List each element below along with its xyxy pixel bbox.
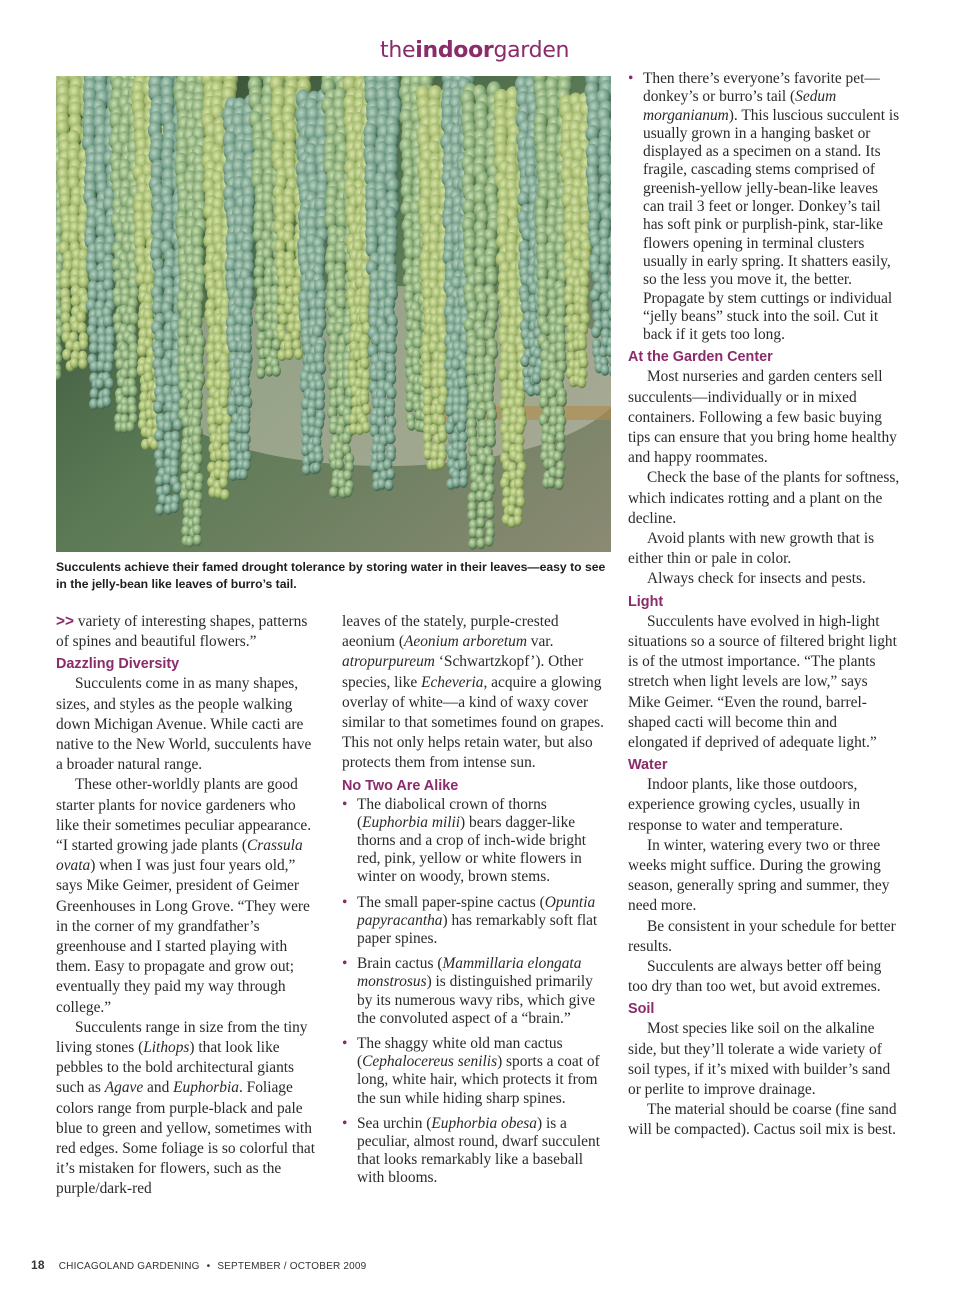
- paragraph: Succulents come in as many shapes, sizes, and styles as the people walking down Michigan Avenue. While cacti are native to the New World, succulents have a broader natural range.: [56, 675, 312, 774]
- leaf: [445, 422, 455, 434]
- bullet-icon: •: [342, 795, 348, 813]
- leaf: [475, 408, 486, 422]
- list-item: • Then there’s everyone’s favorite pet—donkey’s or burro’s tail (Sedum morganianum). This luscious succulent is usually grown in a hanging basket or displayed as a specimen on a stand. Its fragile, cascading stems comprised of greenish-yellow jelly-bean-like leaves can trail 3 feet or longer. Donkey’s tail has soft pink or purplish-pink, star-like flowers opening in terminal clusters usually in early spring. It shatters easily, so the less you move it, the better. Propagate by stem cuttings or individual “jelly beans” stuck into the soil. Cut it back if it gets too long.: [628, 70, 900, 344]
- continued-text: >> variety of interesting shapes, patterns of spines and beautiful flowers.”: [56, 613, 308, 651]
- leaf: [294, 348, 303, 360]
- bullet-icon: •: [342, 1035, 348, 1053]
- paragraph: Check the base of the plants for softness, which indicates rotting and a plant on the decline.: [628, 469, 900, 527]
- leaf: [516, 496, 525, 508]
- leaf: [163, 420, 173, 433]
- leaf: [192, 524, 201, 536]
- leaf: [315, 362, 326, 375]
- photo-caption: Succulents achieve their famed drought tolerance by storing water in their leaves—easy to see in the jelly-bean like leaves of burro’s tail.: [56, 560, 606, 591]
- leaf: [343, 486, 352, 498]
- leaf: [486, 435, 496, 448]
- leaf: [532, 373, 541, 385]
- paragraph: Succulents have evolved in high-light situations so a source of filtered bright light is of the utmost importance. “The plants stretch when light levels are low,” says Mike Geimer. “Even the round, barrel-shaped cacti will become thin and elongated if deprived of adequate light.”: [628, 612, 897, 751]
- page-footer: [31, 1258, 366, 1272]
- leaf: [468, 538, 477, 549]
- leaf: [137, 344, 148, 357]
- paragraph: leaves of the stately, purple-crested aeonium (Aeonium arboretum var. atropurpureum ‘Schwartzkopf’). Other species, like Echeveria, acquire a glowing overlay of white—a kind of waxy cover similar to that sometimes found on grapes. This not only helps retain water, but also protects them from intense sun.: [342, 613, 605, 772]
- paragraph: Be consistent in your schedule for better results.: [628, 917, 896, 955]
- heading-light: Light: [628, 593, 664, 610]
- leaf: [126, 421, 135, 432]
- leaf: [315, 398, 325, 411]
- leaf: [70, 357, 79, 369]
- leaf: [104, 378, 114, 390]
- leaf: [103, 361, 113, 373]
- list-item: • The shaggy white old man cactus (Cephalocereus senilis) sports a coat of long, white hair, which protects it from the sun while hiding sharp spines.: [342, 1035, 600, 1107]
- heading-dazzling-diversity: Dazzling Diversity: [56, 656, 180, 673]
- list-item: • The diabolical crown of thorns (Euphorbia milii) bears dagger-like thorns and a crop of inch-wide bright red, pink, yellow or white flowers in winter on woody, brown stems.: [342, 795, 587, 886]
- leaf: [170, 502, 179, 513]
- column-left: [56, 612, 318, 1200]
- leaf: [279, 313, 289, 325]
- leaf: [476, 517, 485, 529]
- leaf: [520, 355, 530, 367]
- issue-date: SEPTEMBER / OCTOBER 2009: [217, 1261, 367, 1272]
- leaf: [422, 376, 432, 389]
- bullet-icon: •: [628, 70, 634, 87]
- leaf: [193, 535, 202, 546]
- heading-soil: Soil: [628, 1001, 655, 1018]
- bullet-icon: •: [342, 955, 348, 973]
- paragraph: These other-worldly plants are good starter plants for novice gardeners who like their sometimes peculiar appearance. “I started growing jade plants (Crassula ovata) when I was just four years old,” says Mike Geimer, president of Geimer Greenhouses in Long Grove. “They were in the corner of my grandfather’s greenhouse and I started playing with them. Easy to propagate and grow out; eventually they paid my way through college.”: [56, 776, 312, 1016]
- leaf: [590, 289, 601, 302]
- leaf: [329, 486, 338, 498]
- succulent-photo: [56, 76, 611, 552]
- leaf: [62, 349, 71, 361]
- section-header: theindoorgarden: [380, 38, 570, 63]
- footer-separator: •: [206, 1261, 211, 1272]
- leaf: [436, 458, 445, 469]
- paragraph: Succulents range in size from the tiny living stones (Lithops) that look like pebbles to the bold architectural giants such as Agave and Euphorbia. Foliage colors range from purple-black and pale blue to green and yellow, sometimes with red edges. Some foliage is so colorful that it’s mistaken for flowers, such as the purple/dark-red: [56, 1018, 316, 1198]
- bullet-icon: •: [342, 893, 348, 911]
- leaf: [102, 396, 111, 407]
- list-item: • Sea urchin (Euphorbia obesa) is a peculiar, almost round, dwarf succulent that looks remarkably like a baseball with blooms.: [342, 1114, 600, 1187]
- leaf: [456, 421, 466, 433]
- leaf: [591, 326, 601, 338]
- leaf: [386, 432, 396, 444]
- paragraph: Always check for insects and pests.: [647, 570, 866, 588]
- leaf: [219, 477, 228, 489]
- leaf: [483, 490, 493, 502]
- leaf: [220, 489, 229, 500]
- leaf: [128, 385, 138, 397]
- leaf: [513, 515, 522, 526]
- leaf: [438, 431, 448, 443]
- leaf: [153, 401, 163, 414]
- leaf: [312, 462, 321, 473]
- leaf: [386, 387, 396, 400]
- paragraph: Most species like soil on the alkaline side, but they’ll tolerate a wide variety of soil types, if it’s mixed with builder’s sand or perlite to improve drainage.: [628, 1020, 891, 1098]
- leaf: [335, 458, 345, 470]
- paragraph: Succulents are always better off being too dry than too wet, but avoid extremes.: [628, 957, 882, 996]
- leaf: [342, 432, 352, 444]
- leaf: [239, 469, 248, 480]
- column-right: [628, 70, 900, 1141]
- leaf: [362, 422, 371, 433]
- leaf: [284, 349, 293, 361]
- leaf: [103, 315, 114, 328]
- page-number: 18: [31, 1258, 45, 1272]
- leaf: [314, 452, 323, 464]
- leaf: [485, 508, 495, 520]
- paragraph: The material should be coarse (fine sand will be compacted). Cactus soil mix is best.: [628, 1101, 897, 1139]
- heading-garden-center: At the Garden Center: [628, 349, 773, 366]
- leaf: [459, 476, 468, 487]
- leaf: [272, 365, 281, 376]
- paragraph: In winter, watering every two or three weeks might suffice. During the growing season, generally spring and summer, they need more.: [628, 836, 890, 915]
- list-item: • Brain cactus (Mammillaria elongata monstrosus) is distinguished primarily by its numerous wavy ribs, which give the convoluted aspect of a “brain.”: [342, 955, 596, 1027]
- heading-water: Water: [628, 757, 668, 774]
- paragraph: Indoor plants, like those outdoors, experience growing cycles, usually in response to water and temperature.: [628, 776, 861, 834]
- leaf: [577, 377, 586, 388]
- leaf: [240, 422, 250, 434]
- leaf: [555, 468, 564, 480]
- leaf: [600, 364, 609, 375]
- burros-tail-illustration: [56, 76, 611, 552]
- paragraph: Most nurseries and garden centers sell succulents—individually or in mixed containers. Following a few basic buying tips can ensure that you bring home healthy and happy roommates.: [628, 368, 897, 467]
- list-item: • The small paper-spine cactus (Opuntia papyracantha) has remarkably soft flat paper spines.: [342, 893, 598, 948]
- leaf: [386, 341, 397, 355]
- leaf: [256, 368, 265, 379]
- leaf: [384, 480, 393, 491]
- publication-name: CHICAGOLAND GARDENING: [58, 1261, 200, 1272]
- leaf: [476, 538, 485, 549]
- leaf: [458, 459, 467, 471]
- bullet-icon: •: [342, 1114, 348, 1132]
- leaf: [477, 436, 487, 449]
- leaf: [154, 430, 164, 443]
- leaf: [485, 535, 494, 546]
- leaf: [385, 405, 395, 418]
- leaf: [95, 378, 105, 390]
- leaf: [386, 468, 395, 480]
- leaf: [90, 388, 99, 400]
- leaf: [577, 338, 587, 350]
- paragraph: Avoid plants with new growth that is either thin or pale in color.: [628, 530, 875, 568]
- leaf: [579, 357, 589, 369]
- heading-no-two-are-alike: No Two Are Alike: [342, 777, 459, 794]
- leaf: [155, 504, 164, 515]
- leaf: [78, 358, 87, 370]
- leaf: [556, 395, 566, 408]
- continued-arrow: >>: [56, 613, 74, 630]
- leaf: [547, 477, 556, 488]
- cactus-list: [342, 796, 608, 1188]
- column-middle: [342, 612, 608, 1195]
- leaf: [79, 338, 89, 350]
- burros-tail-item: [628, 70, 900, 344]
- leaf: [555, 479, 564, 490]
